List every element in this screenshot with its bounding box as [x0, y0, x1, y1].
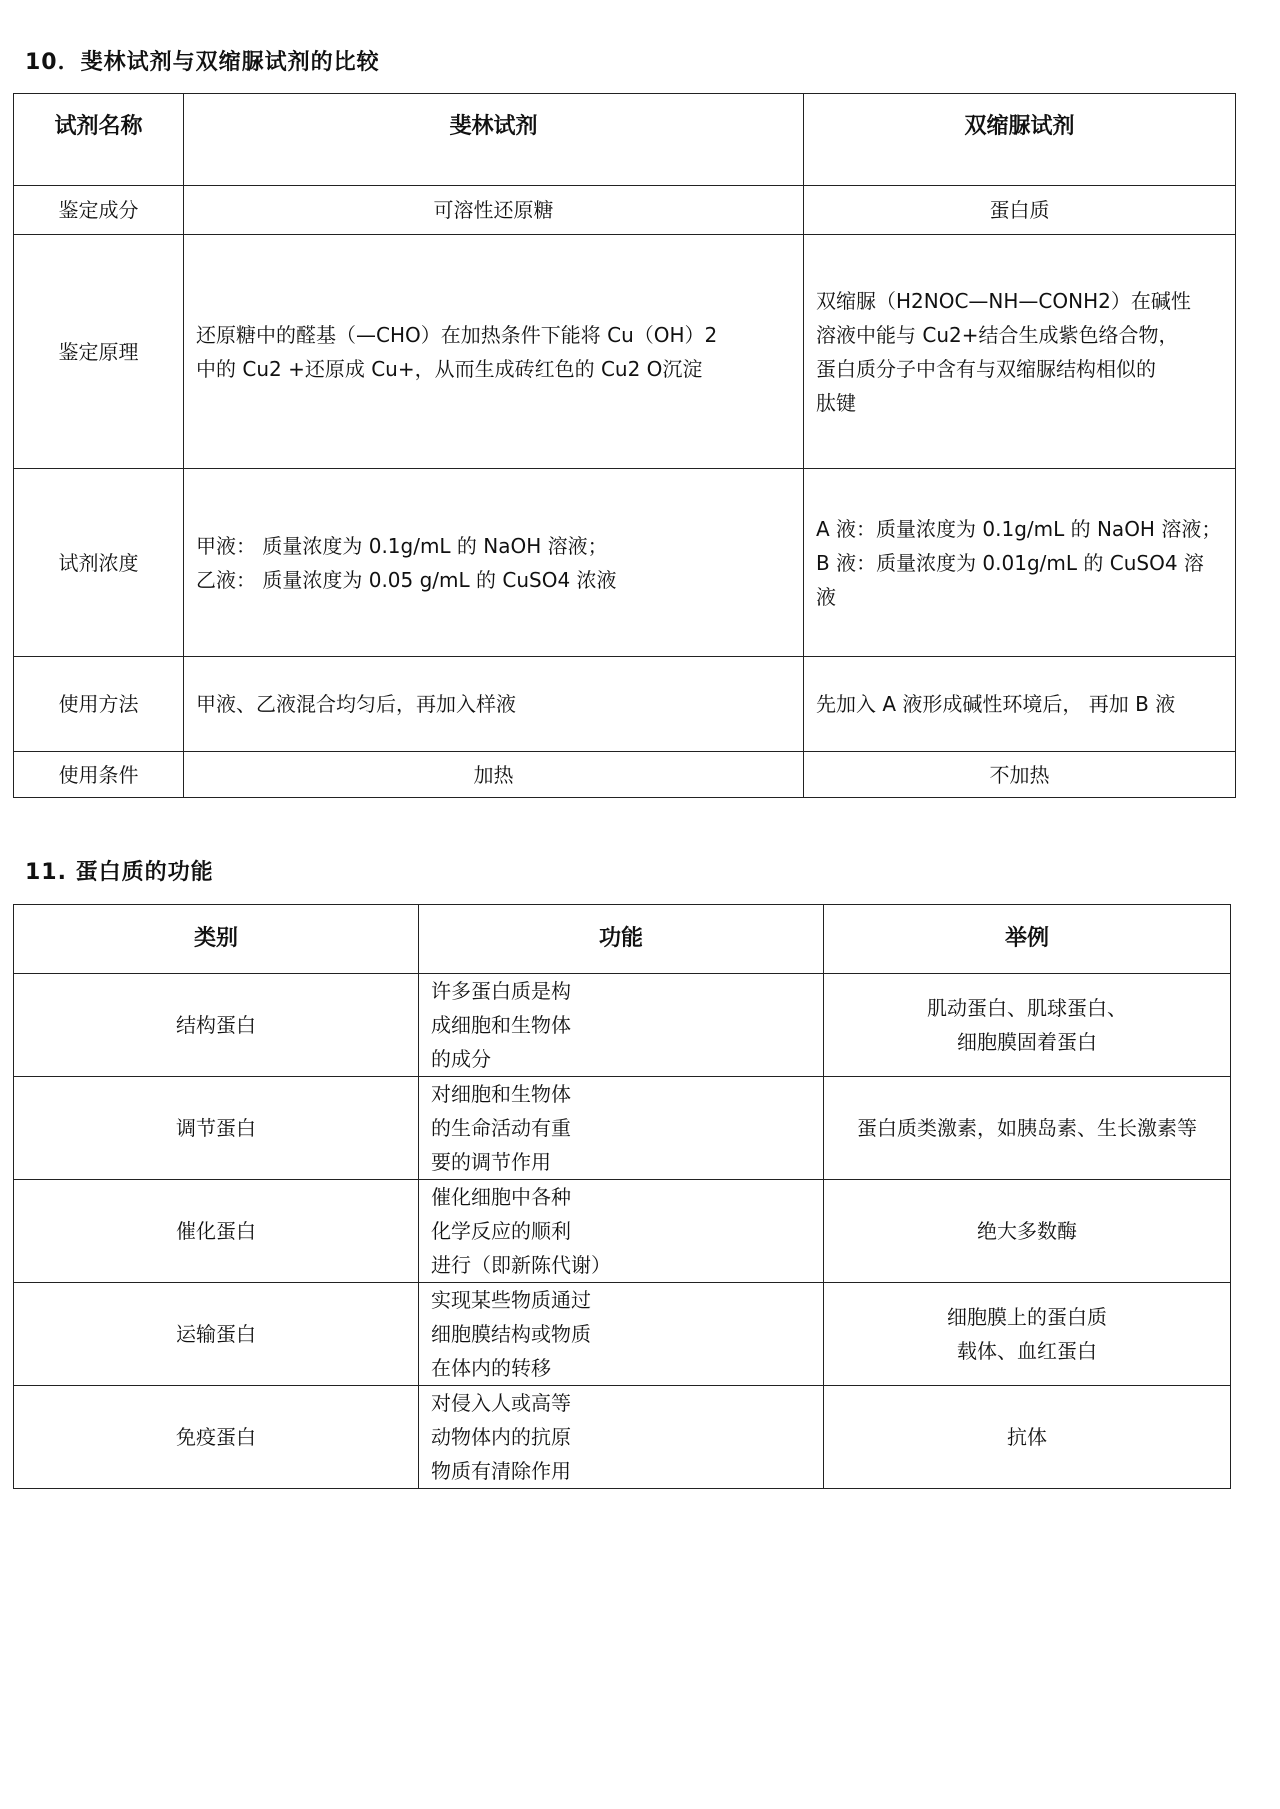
cell-line: 细胞膜固着蛋白 [957, 1030, 1097, 1054]
cell-line: 可溶性还原糖 [433, 198, 554, 222]
table-row [14, 469, 1236, 657]
cell-line: 在体内的转移 [431, 1356, 551, 1380]
header-reagent-name: 试剂名称 [14, 94, 184, 186]
function-cell [419, 974, 824, 1077]
cell-line: B 液：质量浓度为 0.01g/mL 的 CuSO4 溶 [816, 550, 1204, 575]
cell-line: 载体、血红蛋白 [957, 1339, 1097, 1363]
cell-line: 对细胞和生物体 [431, 1082, 571, 1106]
cell-line: 细胞膜结构或物质 [431, 1322, 591, 1346]
cell-line: 实现某些物质通过 [431, 1288, 591, 1312]
table-header-row [14, 94, 1236, 186]
fehling-cell [184, 186, 804, 235]
cell-line: 加热 [473, 762, 514, 787]
section-11-title: 11. 蛋白质的功能 [25, 860, 214, 885]
cell-line: 液 [816, 584, 836, 609]
table-row [14, 657, 1236, 752]
row-label: 使用方法 [14, 657, 184, 752]
row-label: 试剂浓度 [14, 469, 184, 657]
biuret-cell [804, 752, 1236, 798]
row-label: 鉴定成分 [14, 186, 184, 235]
header-biuret: 双缩脲试剂 [804, 94, 1236, 186]
cell-line: 甲液： 质量浓度为 0.1g/mL 的 NaOH 溶液； [196, 533, 608, 558]
category-cell: 运输蛋白 [14, 1283, 419, 1386]
cell-line: A 液：质量浓度为 0.1g/mL 的 NaOH 溶液； [816, 516, 1222, 541]
cell-line: 绝大多数酶 [977, 1219, 1077, 1243]
function-cell [419, 1283, 824, 1386]
cell-line: 蛋白质分子中含有与双缩脲结构相似的 [816, 356, 1156, 381]
reagent-comparison-table [13, 93, 1236, 798]
example-cell [824, 1077, 1231, 1180]
table-header-row [14, 905, 1231, 974]
biuret-cell [804, 235, 1236, 469]
cell-line: 还原糖中的醛基（—CHO）在加热条件下能将 Cu（OH）2 [196, 322, 718, 347]
cell-line: 乙液： 质量浓度为 0.05 g/mL 的 CuSO4 浓液 [196, 567, 617, 592]
header-category: 类别 [14, 905, 419, 974]
biuret-cell [804, 657, 1236, 752]
cell-line: 成细胞和生物体 [431, 1013, 571, 1037]
cell-line: 不加热 [989, 762, 1050, 787]
category-cell: 催化蛋白 [14, 1180, 419, 1283]
table-row [14, 752, 1236, 798]
function-cell [419, 1386, 824, 1489]
cell-line: 对侵入人或高等 [431, 1391, 571, 1415]
cell-line: 溶液中能与 Cu2+结合生成紫色络合物， [816, 322, 1179, 347]
category-cell: 结构蛋白 [14, 974, 419, 1077]
protein-function-table [13, 904, 1231, 1489]
category-cell: 调节蛋白 [14, 1077, 419, 1180]
cell-line: 的生命活动有重 [431, 1116, 571, 1140]
table-row [14, 1077, 1231, 1180]
table-row [14, 235, 1236, 469]
cell-line: 蛋白质类激素，如胰岛素、生长激素等 [857, 1116, 1197, 1140]
cell-line: 细胞膜上的蛋白质 [947, 1305, 1107, 1329]
example-cell [824, 1386, 1231, 1489]
cell-line: 中的 Cu2 +还原成 Cu+，从而生成砖红色的 Cu2 O沉淀 [196, 356, 703, 381]
table-row [14, 186, 1236, 235]
section-10-title: 10．斐林试剂与双缩脲试剂的比较 [25, 50, 380, 75]
cell-line: 肽键 [816, 390, 856, 415]
cell-line: 催化细胞中各种 [431, 1185, 571, 1209]
header-function: 功能 [419, 905, 824, 974]
header-example: 举例 [824, 905, 1231, 974]
biuret-cell [804, 186, 1236, 235]
cell-line: 蛋白质 [989, 198, 1050, 222]
cell-line: 许多蛋白质是构 [431, 979, 571, 1003]
cell-line: 化学反应的顺利 [431, 1219, 571, 1243]
header-fehling: 斐林试剂 [184, 94, 804, 186]
row-label: 使用条件 [14, 752, 184, 798]
function-cell [419, 1077, 824, 1180]
function-cell [419, 1180, 824, 1283]
category-cell: 免疫蛋白 [14, 1386, 419, 1489]
cell-line: 肌动蛋白、肌球蛋白、 [927, 996, 1127, 1020]
cell-line: 要的调节作用 [431, 1150, 551, 1174]
cell-line: 物质有清除作用 [431, 1459, 571, 1483]
fehling-cell [184, 657, 804, 752]
example-cell [824, 1283, 1231, 1386]
cell-line: 双缩脲（H2NOC—NH—CONH2）在碱性 [816, 288, 1191, 313]
fehling-cell [184, 469, 804, 657]
table-row [14, 1180, 1231, 1283]
cell-line: 进行（即新陈代谢） [431, 1253, 611, 1277]
table-row [14, 1386, 1231, 1489]
cell-line: 的成分 [431, 1047, 491, 1071]
row-label: 鉴定原理 [14, 235, 184, 469]
cell-line: 甲液、乙液混合均匀后，再加入样液 [196, 692, 516, 716]
cell-line: 动物体内的抗原 [431, 1425, 571, 1449]
cell-line: 抗体 [1007, 1425, 1047, 1449]
example-cell [824, 974, 1231, 1077]
example-cell [824, 1180, 1231, 1283]
biuret-cell [804, 469, 1236, 657]
cell-line: 先加入 A 液形成碱性环境后， 再加 B 液 [816, 692, 1176, 716]
table-row [14, 1283, 1231, 1386]
table-row [14, 974, 1231, 1077]
fehling-cell [184, 235, 804, 469]
fehling-cell [184, 752, 804, 798]
